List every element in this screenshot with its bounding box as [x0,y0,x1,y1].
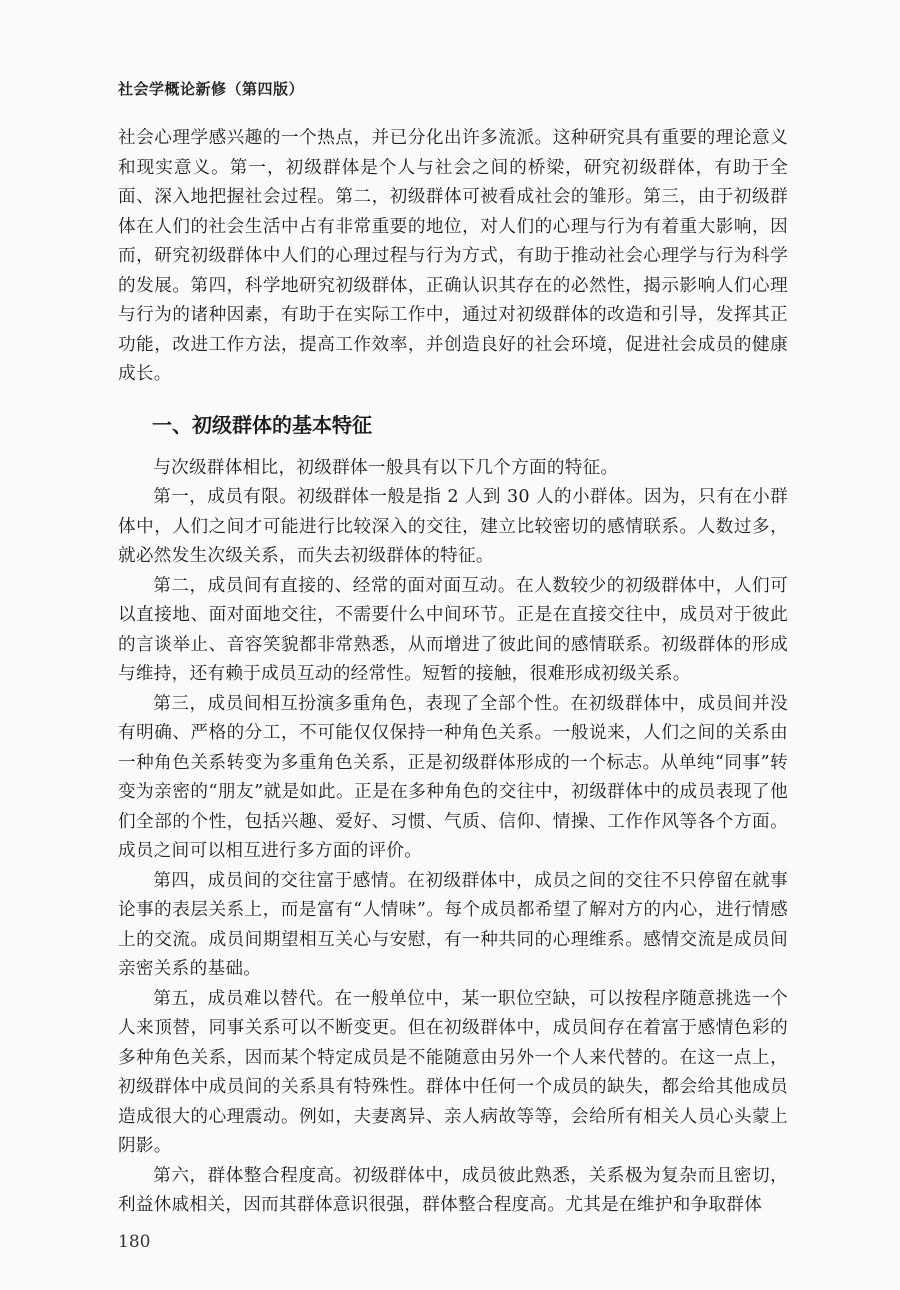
body-paragraph-feature-6: 第六，群体整合程度高。初级群体中，成员彼此熟悉，关系极为复杂而且密切，利益休戚相关，因而其群体意识很强，群体整合程度高。尤其是在维护和争取群体 [118,1165,788,1215]
body-paragraph-feature-1: 第一，成员有限。初级群体一般是指 2 人到 30 人的小群体。因为，只有在小群体中，人们之间才可能进行比较深入的交往，建立比较密切的感情联系。人数过多，就必然发生次级关系，而失去初级群体的特征。 [118,487,788,566]
running-header: 社会学概论新修（第四版） [118,80,305,98]
page-body [118,124,788,1221]
body-paragraph-feature-3: 第三，成员间相互扮演多重角色，表现了全部个性。在初级群体中，成员间并没有明确、严格的分工，不可能仅仅保持一种角色关系。一般说来，人们之间的关系由一种角色关系转变为多重角色关系，正是初级群体形成的一个标志。从单纯“同事”转变为亲密的“朋友”就是如此。正是在多种角色的交往中，初级群体中的成员表现了他们全部的个性，包括兴趣、爱好、习惯、气质、信仰、情操、工作作风等各个方面。成员之间可以相互进行多方面的评价。 [118,693,788,861]
section-heading: 一、初级群体的基本特征 [152,412,372,437]
body-paragraph-feature-4: 第四，成员间的交往富于感情。在初级群体中，成员之间的交往不只停留在就事论事的表层关系上，而是富有“人情味”。每个成员都希望了解对方的内心，进行情感上的交流。成员间期望相互关心与安慰，有一种共同的心理维系。感情交流是成员间亲密关系的基础。 [118,870,788,979]
page-number: 180 [118,1232,151,1252]
body-paragraph-lead: 与次级群体相比，初级群体一般具有以下几个方面的特征。 [153,457,619,478]
intro-paragraph: 社会心理学感兴趣的一个热点，并已分化出许多流派。这种研究具有重要的理论意义和现实意义。第一，初级群体是个人与社会之间的桥梁，研究初级群体，有助于全面、深入地把握社会过程。第二，初级群体可被看成社会的雏形。第三，由于初级群体在人们的社会生活中占有非常重要的地位，对人们的心理与行为有着重大影响，因而，研究初级群体中人们的心理过程与行为方式，有助于推动社会心理学与行为科学的发展。第四，科学地研究初级群体，正确认识其存在的必然性，揭示影响人们心理与行为的诸种因素，有助于在实际工作中，通过对初级群体的改造和引导，发挥其正功能，改进工作方法，提高工作效率，并创造良好的社会环境，促进社会成员的健康成长。 [118,128,788,384]
body-paragraph-feature-2: 第二，成员间有直接的、经常的面对面互动。在人数较少的初级群体中，人们可以直接地、面对面地交往，不需要什么中间环节。正是在直接交往中，成员对于彼此的言谈举止、音容笑貌都非常熟悉，从而增进了彼此间的感情联系。初级群体的形成与维持，还有赖于成员互动的经常性。短暂的接触，很难形成初级关系。 [118,575,788,684]
body-paragraph-feature-5: 第五，成员难以替代。在一般单位中，某一职位空缺，可以按程序随意挑选一个人来顶替，同事关系可以不断变更。但在初级群体中，成员间存在着富于感情色彩的多种角色关系，因而某个特定成员是不能随意由另外一个人来代替的。在这一点上，初级群体中成员间的关系具有特殊性。群体中任何一个成员的缺失，都会给其他成员造成很大的心理震动。例如，夫妻离异、亲人病故等等，会给所有相关人员心头蒙上阴影。 [118,988,788,1156]
